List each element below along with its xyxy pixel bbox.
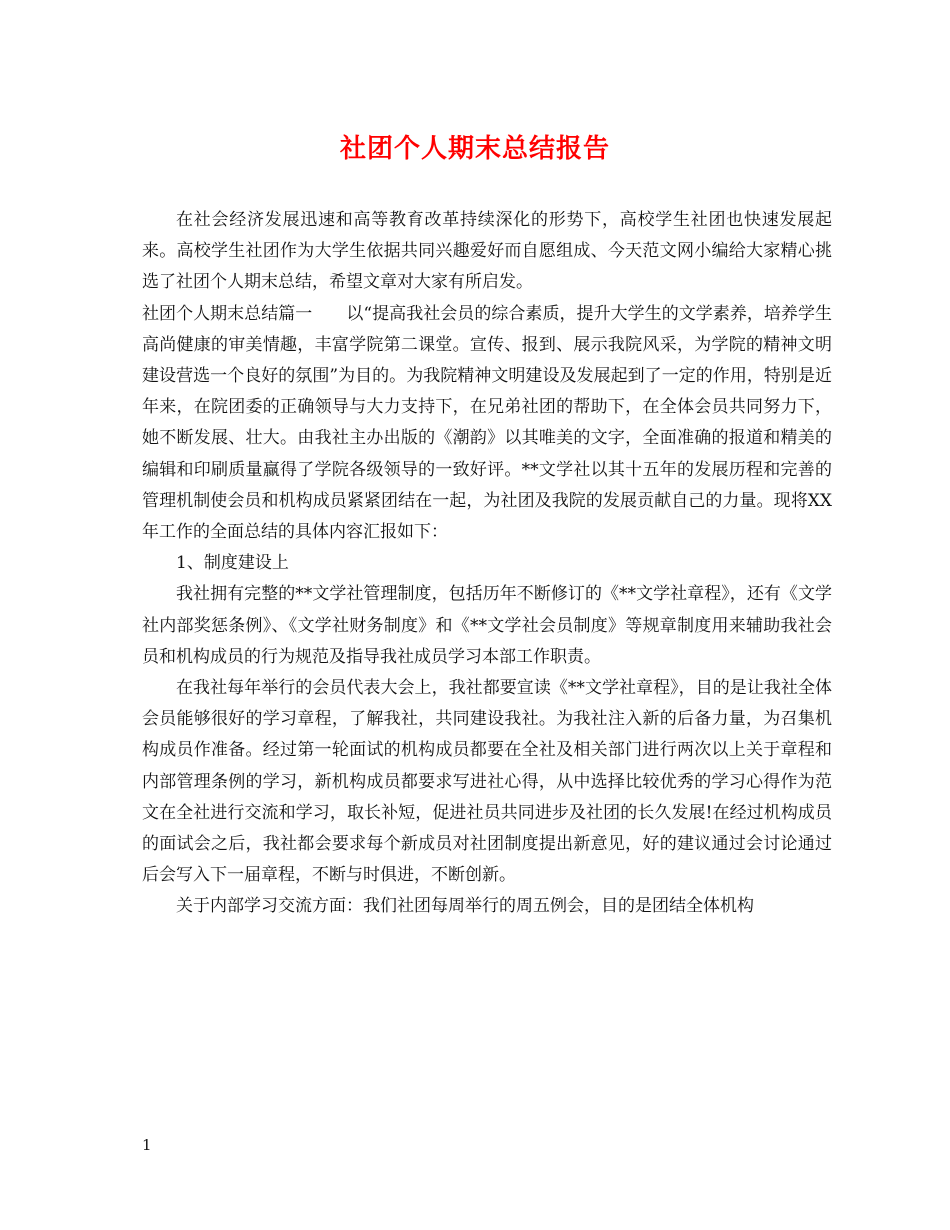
page-number: 1	[142, 1136, 152, 1154]
paragraph-section-one: 社团个人期末总结篇一 以“提高我社会员的综合素质，提升大学生的文学素养，培养学生高尚健康的审美情趣，丰富学院第二课堂。宣传、报到、展示我院风采，为学院的精神文明建设营选一个良好的氛围”为目的。为我院精神文明建设及发展起到了一定的作用，特别是近年来，在院团委的正确领导与大力支持下，在兄弟社团的帮助下，在全体会员共同努力下，她不断发展、壮大。由我社主办出版的《潮韵》以其唯美的文字，全面准确的报道和精美的编辑和印刷质量赢得了学院各级领导的一致好评。**文学社以其十五年的发展历程和完善的管理机制使会员和机构成员紧紧团结在一起，为社团及我院的发展贡献自己的力量。现将XX年工作的全面总结的具体内容汇报如下：	[142, 303, 832, 543]
document-body	[142, 205, 832, 923]
document-title: 社团个人期末总结报告	[339, 134, 610, 164]
paragraph-internal-learning: 关于内部学习交流方面：我们社团每周举行的周五例会，目的是团结全体机构	[176, 896, 754, 917]
paragraph-regulations: 我社拥有完整的**文学社管理制度，包括历年不断修订的《**文学社章程》，还有《文学社内部奖惩条例》、《文学社财务制度》和《**文学社会员制度》等规章制度用来辅助我社会员和机构成员的行为规范及指导我社成员学习本部工作职责。	[142, 584, 832, 667]
paragraph-intro: 在社会经济发展迅速和高等教育改革持续深化的形势下，高校学生社团也快速发展起来。高校学生社团作为大学生依据共同兴趣爱好而自愿组成、今天范文网小编给大家精心挑选了社团个人期末总结，希望文章对大家有所启发。	[142, 210, 832, 293]
heading-system-construction: 1、制度建设上	[176, 553, 289, 574]
paragraph-member-congress: 在我社每年举行的会员代表大会上，我社都要宣读《**文学社章程》，目的是让我社全体会员能够很好的学习章程，了解我社，共同建设我社。为我社注入新的后备力量，为召集机构成员作准备。经过第一轮面试的机构成员都要在全社及相关部门进行两次以上关于章程和内部管理条例的学习，新机构成员都要求写进社心得，从中选择比较优秀的学习心得作为范文在全社进行交流和学习，取长补短，促进社员共同进步及社团的长久发展!在经过机构成员的面试会之后，我社都会要求每个新成员对社团制度提出新意见，好的建议通过会讨论通过后会写入下一届章程，不断与时俱进，不断创新。	[142, 678, 832, 886]
